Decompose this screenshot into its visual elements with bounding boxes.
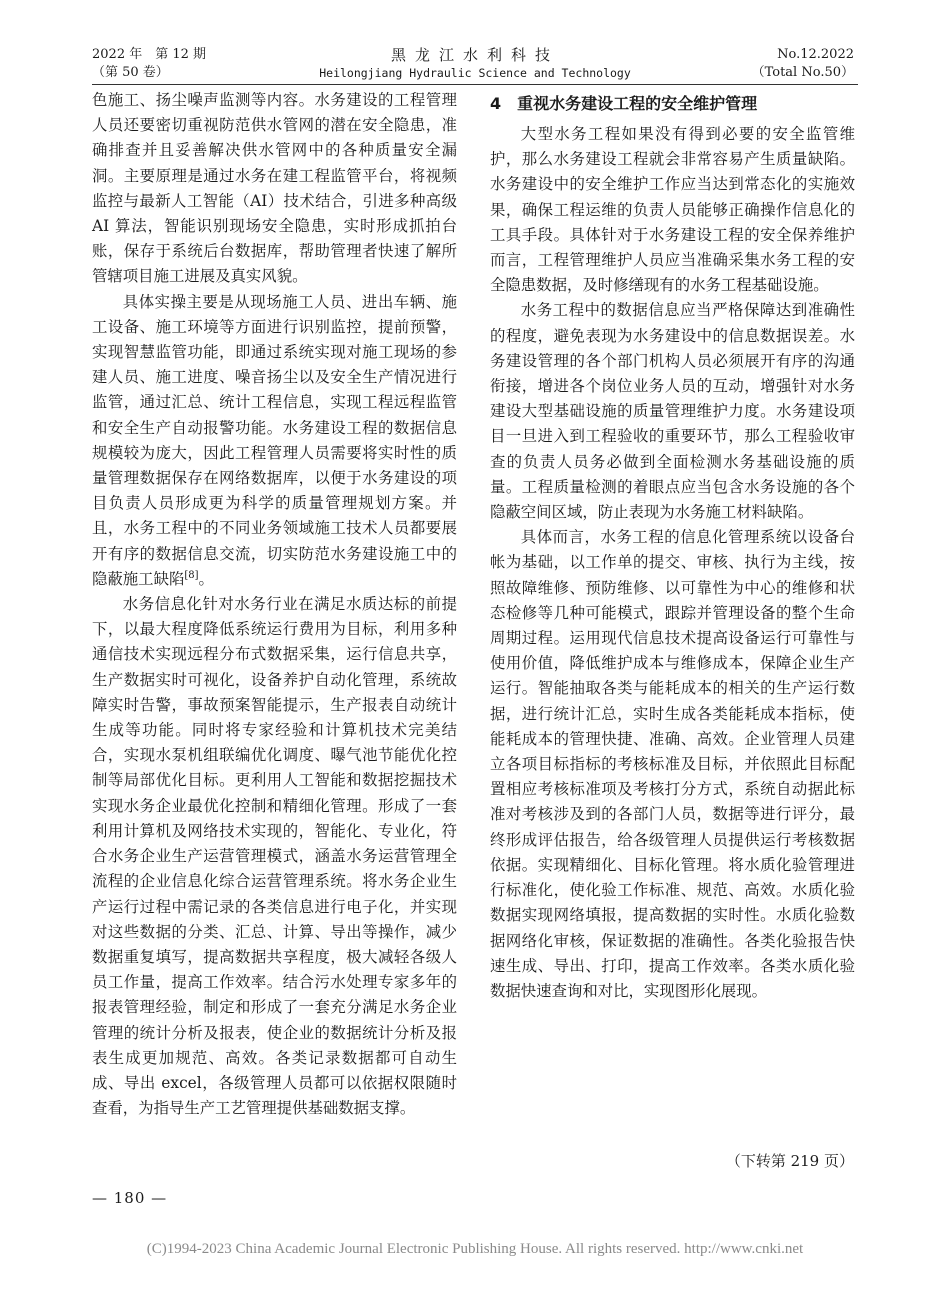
header-number: No.12.2022 — [777, 47, 854, 62]
journal-title-cn: 黑龙江水利科技 — [390, 46, 559, 64]
paragraph: 水务信息化针对水务行业在满足水质达标的前提下，以最大程度降低系统运行费用为目标，利用多种通信技术实现远程分布式数据采集，运行信息共享，生产数据实时可视化，设备养护自动化管理，系统故障实时告警，事故预案智能提示，生产报表自动统计生成等功能。同时将专家经验和计算机技术完美结合，实现水泵机组联编优化调度、曝气池节能优化控制等局部优化目标。更利用人工智能和数据挖掘技术实现水务企业最优化控制和精细化管理。形成了一套利用计算机及网络技术实现的，智能化、专业化，符合水务企业生产运营管理模式，涵盖水务运营管理全流程的企业信息化综合运营管理系统。将水务企业生产运行过程中需记录的各类信息进行电子化，并实现对这些数据的分类、汇总、计算、导出等操作，减少数据重复填写，提高数据共享程度，极大减轻各级人员工作量，提高工作效率。结合污水处理专家多年的报表管理经验，制定和形成了一套充分满足水务企业管理的统计分析及报表，使企业的数据统计分析及报表生成更加规范、高效。各类记录数据都可自动生成、导出 excel，各级管理人员都可以依据权限随时查看，为指导生产工艺管理提供基础数据支撑。 — [92, 595, 457, 1118]
citation: [8] — [184, 569, 199, 581]
journal-title-en: Heilongjiang Hydraulic Science and Technology — [319, 66, 631, 80]
paragraph-text: 具体实操主要是从现场施工人员、进出车辆、施工设备、施工环境等方面进行识别监控，提前预警，实现智慧监管功能，即通过系统实现对施工现场的参建人员、施工进度、噪音扬尘以及安全生产情况进行监管，通过汇总、统计工程信息，实现工程远程监管和安全生产自动报警功能。水务建设工程的数据信息规模较为庞大，因此工程管理人员需要将实时性的质量管理数据保存在网络数据库，以便于水务建设的项目负责人员形成更为科学的质量管理规划方案。并且，水务工程中的不同业务领域施工技术人员都要展开有序的数据信息交流，切实防范水务建设施工中的隐蔽施工缺陷 — [92, 292, 457, 588]
header-number-info — [752, 46, 854, 82]
copyright-footer: (C)1994-2023 China Academic Journal Electronic Publishing House. All rights reserved. http://www.cnki.net — [146, 1241, 804, 1257]
header-issue: 2022 年 第 12 期 — [92, 47, 207, 62]
right-column — [490, 88, 855, 1004]
paragraph: 水务工程中的数据信息应当严格保障达到准确性的程度，避免表现为水务建设中的信息数据误差。水务建设管理的各个部门机构人员必须展开有序的沟通衔接，增进各个岗位业务人员的互动，增强针对水务建设大型基础设施的质量管理维护力度。水务建设项目一旦进入到工程验收的重要环节，那么工程验收审查的负责人员务必做到全面检测水务基础设施的质量。工程质量检测的着眼点应当包含水务设施的各个隐蔽空间区域，防止表现为水务施工材料缺陷。 — [490, 301, 855, 522]
paragraph: 具体而言，水务工程的信息化管理系统以设备台帐为基础，以工作单的提交、审核、执行为主线，按照故障维修、预防维修、以可靠性为中心的维修和状态检修等几种可能模式，跟踪并管理设备的整个生命周期过程。运用现代信息技术提高设备运行可靠性与使用价值，降低维护成本与维修成本，保障企业生产运行。智能抽取各类与能耗成本的相关的生产运行数据，进行统计汇总，实时生成各类能耗成本指标，使能耗成本的管理快捷、准确、高效。企业管理人员建立各项目标指标的考核标准及目标，并依照此目标配置相应考核标准项及考核打分方式，系统自动据此标准对考核涉及到的各部门人员，数据等进行评分，最终形成评估报告，给各级管理人员提供运行考核数据依据。实现精细化、目标化管理。将水质化验管理进行标准化，使化验工作标准、规范、高效。水质化验数据实现网络填报，提高数据的实时性。水质化验数据网络化审核，保证数据的准确性。各类化验报告快速生成、导出、打印，提高工作效率。各类水质化验数据快速查询和对比，实现图形化展现。 — [490, 528, 855, 1000]
header-volume: （第 50 卷） — [92, 65, 169, 80]
header-rule — [92, 84, 858, 85]
section-title: 4 重视水务建设工程的安全维护管理 — [490, 94, 758, 113]
continuation-note: （下转第 219 页） — [725, 1152, 854, 1170]
paragraph: 大型水务工程如果没有得到必要的安全监管维护，那么水务建设工程就会非常容易产生质量缺陷。水务建设中的安全维护工作应当达到常态化的实施效果，确保工程运维的负责人员能够正确操作信息化的工具手段。具体针对于水务建设工程的安全保养维护而言，工程管理维护人员应当准确采集水务工程的安全隐患数据，及时修缮现有的水务工程基础设施。 — [490, 125, 855, 295]
paragraph: 色施工、扬尘噪声监测等内容。水务建设的工程管理人员还要密切重视防范供水管网的潜在安全隐患，准确排查并且妥善解决供水管网中的各种质量安全漏洞。主要原理是通过水务在建工程监管平台，将视频监控与最新人工智能（AI）技术结合，引进多种高级 AI 算法，智能识别现场安全隐患，实时形成抓拍台账，保存于系统后台数据库，帮助管理者快速了解所管辖项目施工进展及真实风貌。 — [92, 91, 457, 286]
page-number: — 180 — — [92, 1189, 168, 1207]
header-total-number: （Total No.50） — [751, 65, 854, 80]
left-column — [92, 88, 457, 1121]
paragraph — [92, 290, 457, 592]
paragraph-end: 。 — [198, 569, 214, 588]
